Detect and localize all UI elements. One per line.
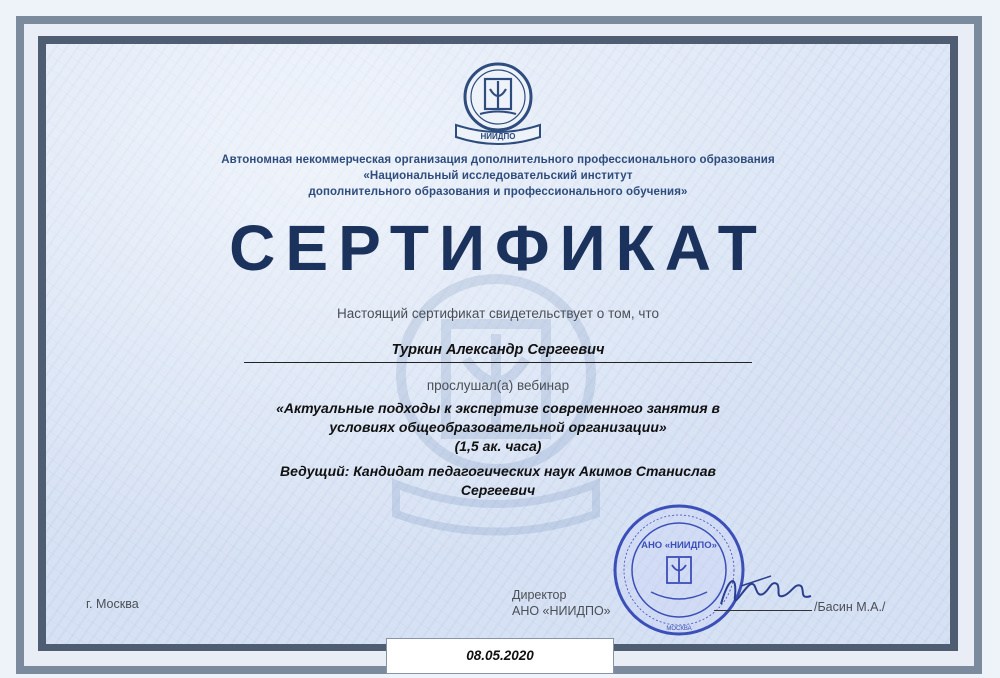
org-name-line-3: дополнительного образования и профессионального обучения» xyxy=(308,186,688,198)
host-line-2: Сергеевич xyxy=(460,482,536,498)
stamp-bottom-text: МОСКВА xyxy=(666,626,692,632)
signature-line xyxy=(714,610,812,611)
webinar-title-line-2: условиях общеобразовательной организации» xyxy=(329,419,667,435)
certificate-body xyxy=(46,44,950,644)
org-name-line-2: «Национальный исследовательский институт xyxy=(363,170,633,182)
certificate-title: СЕРТИФИКАТ xyxy=(229,212,767,284)
webinar-hours: (1,5 ак. часа) xyxy=(454,438,542,454)
listened-text: прослушал(а) вебинар xyxy=(426,378,570,393)
host-line-1: Ведущий: Кандидат педагогических наук Акимов Станислав xyxy=(280,463,716,479)
director-block xyxy=(512,587,611,619)
org-name-line-1: Автономная некоммерческая организация дополнительного профессионального образования xyxy=(221,154,775,166)
name-underline xyxy=(244,362,752,363)
stamp-center-text: АНО «НИИДПО» xyxy=(641,540,717,551)
recipient-name: Туркин Александр Сергеевич xyxy=(391,342,605,358)
webinar-title-line-1: «Актуальные подходы к экспертизе современного занятия в xyxy=(276,400,720,416)
logo-lettering: НИИДПО xyxy=(480,132,516,141)
issue-date: 08.05.2020 xyxy=(386,638,614,674)
city: г. Москва xyxy=(86,597,139,611)
director-title: Директор xyxy=(512,588,567,602)
director-org: АНО «НИИДПО» xyxy=(512,604,611,618)
director-signature xyxy=(711,566,821,614)
signer-name: /Басин М.А./ xyxy=(814,600,886,614)
certification-statement: Настоящий сертификат свидетельствует о том, что xyxy=(337,306,659,321)
niidpo-logo xyxy=(448,59,548,147)
